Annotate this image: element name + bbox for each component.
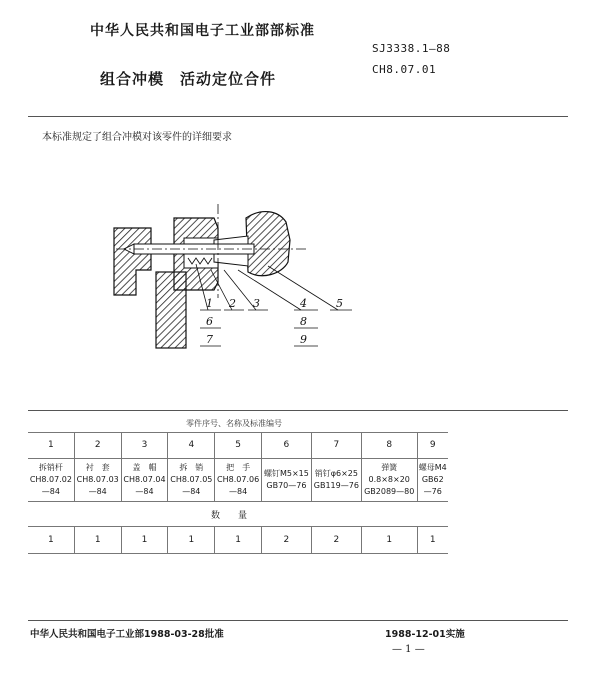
- quantity-header: 数量: [28, 502, 448, 527]
- callout-9: 9: [300, 333, 307, 346]
- part-quantity: 1: [74, 527, 121, 554]
- part-description: 把 手 CH8.07.06 —84: [215, 459, 262, 502]
- footer-rule: [28, 620, 568, 621]
- part-number: 8: [361, 432, 417, 459]
- intro-text: 本标准规定了组合冲模对该零件的详细要求: [42, 132, 232, 143]
- implementation-date: 1988-12-01实施: [385, 629, 465, 640]
- table-row-descriptions: [28, 459, 448, 502]
- callout-1: 1: [206, 297, 213, 310]
- page-number: — 1 —: [392, 644, 425, 655]
- callout-4: 4: [300, 297, 307, 310]
- part-quantity: 1: [361, 527, 417, 554]
- part-quantity: 2: [262, 527, 312, 554]
- part-quantity: 1: [215, 527, 262, 554]
- part-number: 1: [28, 432, 74, 459]
- parts-table-caption: 零件序号、名称及标准编号: [186, 419, 282, 428]
- callout-3: 3: [253, 297, 260, 310]
- part-description: 螺母M4 GB62 —76: [417, 459, 448, 502]
- part-description: 螺钉M5×15 GB70—76: [262, 459, 312, 502]
- part-number: 5: [215, 432, 262, 459]
- table-row-quantities: [28, 527, 448, 554]
- callout-2: 2: [229, 297, 236, 310]
- part-number: 7: [311, 432, 361, 459]
- parts-table: [28, 432, 448, 554]
- part-quantity: 1: [417, 527, 448, 554]
- callout-5: 5: [336, 297, 343, 310]
- standard-number: SJ3338.1—88: [372, 42, 451, 55]
- part-description: 拆销杆 CH8.07.02 —84: [28, 459, 74, 502]
- die-body: [114, 228, 151, 295]
- callout-8: 8: [300, 315, 307, 328]
- callout-7: 7: [206, 333, 213, 346]
- table-row-quantity-header: [28, 502, 448, 527]
- part-quantity: 1: [28, 527, 74, 554]
- document-title: 组合冲模 活动定位合件: [100, 70, 277, 88]
- part-description: 衬 套 CH8.07.03 —84: [74, 459, 121, 502]
- part-code: CH8.07.01: [372, 63, 437, 76]
- part-description: 拆 销 CH8.07.05 —84: [168, 459, 215, 502]
- part-description: 销钉φ6×25 GB119—76: [311, 459, 361, 502]
- table-row-numbers: [28, 432, 448, 459]
- part-quantity: 1: [168, 527, 215, 554]
- part-number: 3: [121, 432, 168, 459]
- table-top-rule: [28, 410, 568, 411]
- part-description: 弹簧 0.8×8×20 GB2089—80: [361, 459, 417, 502]
- part-number: 2: [74, 432, 121, 459]
- part-number: 4: [168, 432, 215, 459]
- approval-text: 中华人民共和国电子工业部1988-03-28批准: [30, 629, 224, 640]
- issuing-organization: 中华人民共和国电子工业部部标准: [90, 23, 315, 39]
- part-quantity: 2: [311, 527, 361, 554]
- part-number: 6: [262, 432, 312, 459]
- header-rule: [28, 116, 568, 117]
- part-description: 盖 帽 CH8.07.04 —84: [121, 459, 168, 502]
- assembly-drawing: [96, 200, 356, 360]
- part-quantity: 1: [121, 527, 168, 554]
- part-number: 9: [417, 432, 448, 459]
- callout-6: 6: [206, 315, 213, 328]
